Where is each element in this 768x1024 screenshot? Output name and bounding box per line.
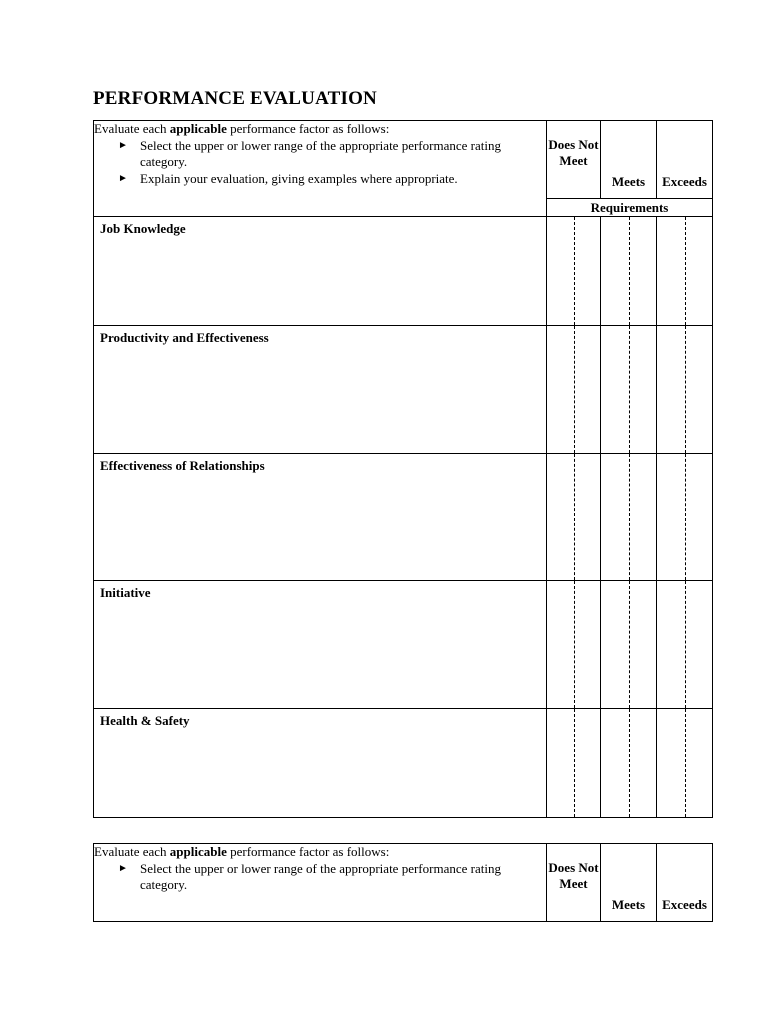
factor-job-knowledge[interactable]: Job Knowledge — [94, 217, 547, 326]
bullet-arrow-icon: ► — [118, 172, 128, 184]
rating-meets[interactable] — [601, 217, 657, 326]
rating-exceeds[interactable] — [657, 326, 713, 454]
rating-exceeds[interactable] — [657, 709, 713, 818]
rating-does-not-meet[interactable] — [547, 581, 601, 709]
instruction-bullet: ► Select the upper or lower range of the appropriate performance rating category. — [118, 137, 501, 169]
rating-does-not-meet[interactable] — [547, 454, 601, 581]
factor-initiative[interactable]: Initiative — [94, 581, 547, 709]
header-meets: Meets — [601, 844, 657, 922]
header-exceeds: Exceeds — [657, 844, 713, 922]
rating-meets[interactable] — [601, 326, 657, 454]
rating-meets[interactable] — [601, 709, 657, 818]
factor-row — [94, 709, 713, 818]
bullet-arrow-icon: ► — [118, 139, 128, 151]
evaluation-table-2 — [93, 843, 713, 922]
rating-exceeds[interactable] — [657, 454, 713, 581]
factor-row — [94, 581, 713, 709]
evaluation-table — [93, 120, 713, 818]
rating-meets[interactable] — [601, 454, 657, 581]
factor-relationships[interactable]: Effectiveness of Relationships — [94, 454, 547, 581]
factor-productivity[interactable]: Productivity and Effectiveness — [94, 326, 547, 454]
bullet-arrow-icon: ► — [118, 862, 128, 874]
rating-exceeds[interactable] — [657, 581, 713, 709]
rating-exceeds[interactable] — [657, 217, 713, 326]
instructions-intro: Evaluate each applicable performance factor as follows: — [94, 121, 390, 136]
instruction-bullet: ► Explain your evaluation, giving examples where appropriate. — [118, 170, 458, 186]
header-exceeds: Exceeds — [657, 121, 713, 199]
page-title: PERFORMANCE EVALUATION — [93, 88, 377, 109]
instructions-intro: Evaluate each applicable performance factor as follows: — [94, 844, 390, 859]
instruction-bullet: ► Select the upper or lower range of the appropriate performance rating category. — [118, 860, 501, 892]
header-does-not-meet: Does Not Meet — [547, 844, 601, 922]
header-does-not-meet: Does Not Meet — [547, 121, 601, 199]
header-requirements: Requirements — [547, 199, 713, 217]
factor-row — [94, 454, 713, 581]
rating-meets[interactable] — [601, 581, 657, 709]
rating-does-not-meet[interactable] — [547, 217, 601, 326]
rating-does-not-meet[interactable] — [547, 326, 601, 454]
factor-health-safety[interactable]: Health & Safety — [94, 709, 547, 818]
factor-row — [94, 326, 713, 454]
instructions-cell — [94, 844, 547, 922]
header-meets: Meets — [601, 121, 657, 199]
factor-row — [94, 217, 713, 326]
instructions-cell — [94, 121, 547, 217]
rating-does-not-meet[interactable] — [547, 709, 601, 818]
